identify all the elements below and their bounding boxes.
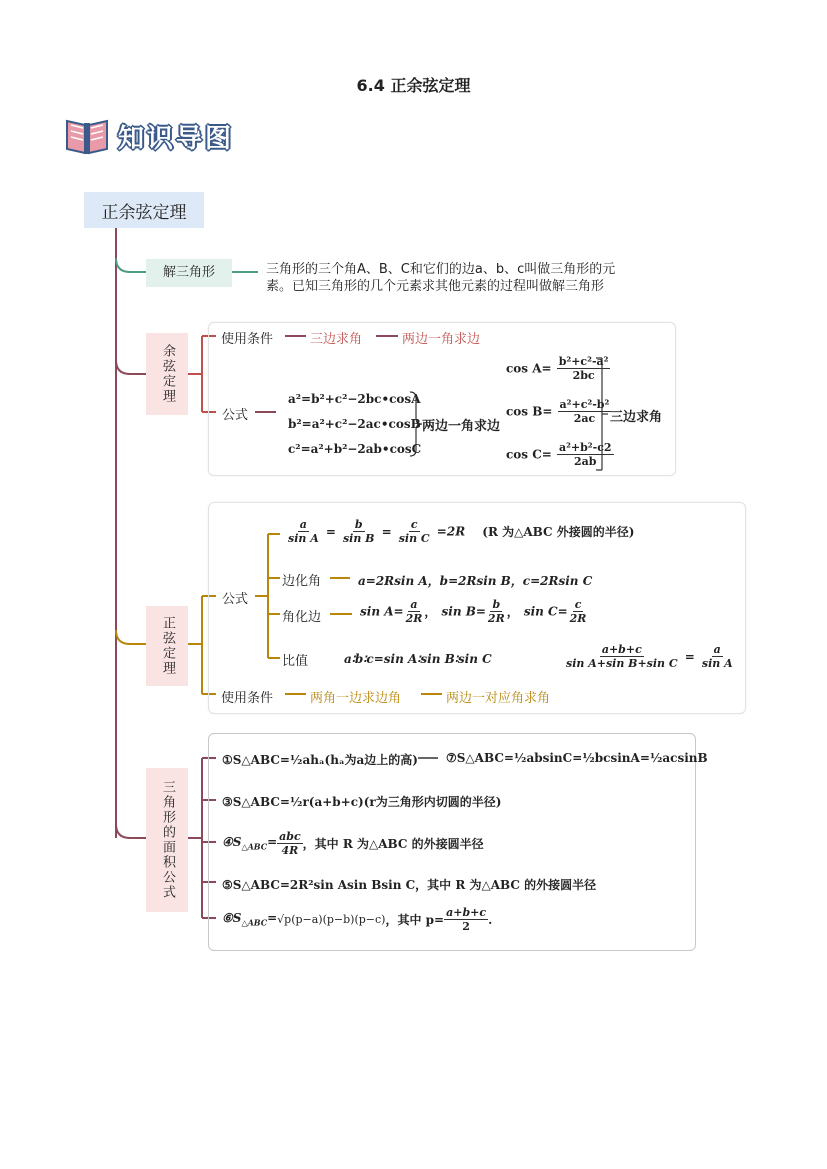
jie-desc-line1: 三角形的三个角A、B、C和它们的边a、b、c叫做三角形的元 xyxy=(266,262,616,277)
cosC-num: a²+b²-c2 xyxy=(558,441,612,454)
banner-title: 知识导图 xyxy=(118,124,235,154)
area-f4: $④S_{\triangle ABC}=$ $\frac{\text{abc}}{4R}$ ，其中 R 为△ABC 的外接圆半径 xyxy=(222,830,484,857)
sine-cond-label: 使用条件 xyxy=(221,691,274,706)
cosB-num: a²+c²-b² xyxy=(559,398,610,411)
root-node: 正余弦定理 xyxy=(84,192,204,228)
node-cosine: 余弦定理 xyxy=(146,333,188,415)
area-f3: ③S△ABC=½r(a+b+c)(r为三角形内切圆的半径) xyxy=(222,795,502,809)
area-f4-tail: ，其中 R 为△ABC 的外接圆半径 xyxy=(302,837,484,851)
cosine-cond-2: 两边一角求边 xyxy=(402,332,481,347)
cosine-mid-text: 两边一角求边 xyxy=(422,419,501,434)
cosB-formula xyxy=(506,398,611,425)
sine-jiaohuabian-eq: sin A= $\frac{a}{2R}$ ， sin B= $\frac{b}{2R}$ ， sin C= $\frac{c}{2R}$ xyxy=(360,598,587,625)
sine-bizhi-frac: $\frac{a+b+c}{\text{sin A+sin B+sin C}}$ = $\frac{a}{\text{sin A}}$ xyxy=(566,643,733,670)
area-f1: ①S△ABC=½ahₐ(hₐ为a边上的高) xyxy=(222,753,418,767)
cosA-lhs: cos A= xyxy=(506,361,552,376)
sine-formula-label: 公式 xyxy=(222,592,249,607)
sine-cond-2: 两边一对应角求角 xyxy=(446,691,551,706)
sine-bizhi-eq: a∶b∶c=sin A∶sin B∶sin C xyxy=(344,652,492,666)
cosC-formula xyxy=(506,441,614,468)
sine-law-rhs: =2R xyxy=(436,524,466,539)
cosC-lhs: cos C= xyxy=(506,447,552,462)
cosine-right-text: 三边求角 xyxy=(610,410,663,425)
cosine-eq-b: b²=a²+c²−2ac•cosB xyxy=(288,417,421,431)
sine-cond-1: 两角一边求边角 xyxy=(310,691,402,706)
area-f5: ⑤S△ABC=2R²sin Asin Bsin C，其中 R 为△ABC 的外接圆半径 xyxy=(222,878,597,892)
node-area: 三角形的面积公式 xyxy=(146,768,188,912)
node-sine: 正弦定理 xyxy=(146,606,188,686)
cosC-den: 2ab xyxy=(574,455,597,468)
area-f6-mid: √p(p−a)(p−b)(p−c) xyxy=(277,913,386,926)
cosine-cond-label: 使用条件 xyxy=(221,332,274,347)
cosA-den: 2bc xyxy=(572,369,595,382)
page-title: 6.4 正余弦定理 xyxy=(356,76,471,95)
cosB-lhs: cos B= xyxy=(506,404,553,419)
cosine-formula-label: 公式 xyxy=(222,408,249,423)
cosine-eq-a: a²=b²+c²−2bc•cosA xyxy=(288,392,421,406)
area-f6-tail: ，其中 p= xyxy=(385,913,445,927)
sine-bizhi: 比值 xyxy=(282,654,309,669)
cosA-num: b²+c²-a² xyxy=(558,355,609,368)
cosine-cond-1: 三边求角 xyxy=(310,332,363,347)
sine-bianhuajiao: 边化角 xyxy=(282,574,322,589)
cosine-eq-c: c²=a²+b²−2ab•cosC xyxy=(288,442,422,456)
book-icon xyxy=(64,115,110,159)
sine-law: $\frac{a}{\text{sin A}}$ = $\frac{b}{\text{sin B}}$ = $\frac{c}{\text{sin C}}$ =2R (R 为△ABC 外接圆的半径) xyxy=(288,518,635,545)
sine-law-note: (R 为△ABC 外接圆的半径) xyxy=(482,525,635,539)
area-f2: ⑦S△ABC=½absinC=½bcsinA=½acsinB xyxy=(446,751,708,765)
jie-desc-line2: 素。已知三角形的几个元素求其他元素的过程叫做解三角形 xyxy=(266,279,605,294)
node-jie-sanjiaoxing: 解三角形 xyxy=(146,259,232,287)
sine-jiaohuabian: 角化边 xyxy=(282,610,322,625)
area-f6: $⑥S_{\triangle ABC}=√p(p-a)(p-b)(p-c)$，其中 p= $\frac{a+b+c}{2}$ . xyxy=(222,906,493,933)
sine-bianhuajiao-eq: a=2Rsin A，b=2Rsin B，c=2Rsin C xyxy=(358,574,593,588)
cosB-den: 2ac xyxy=(573,412,596,425)
cosA-formula xyxy=(506,355,610,382)
